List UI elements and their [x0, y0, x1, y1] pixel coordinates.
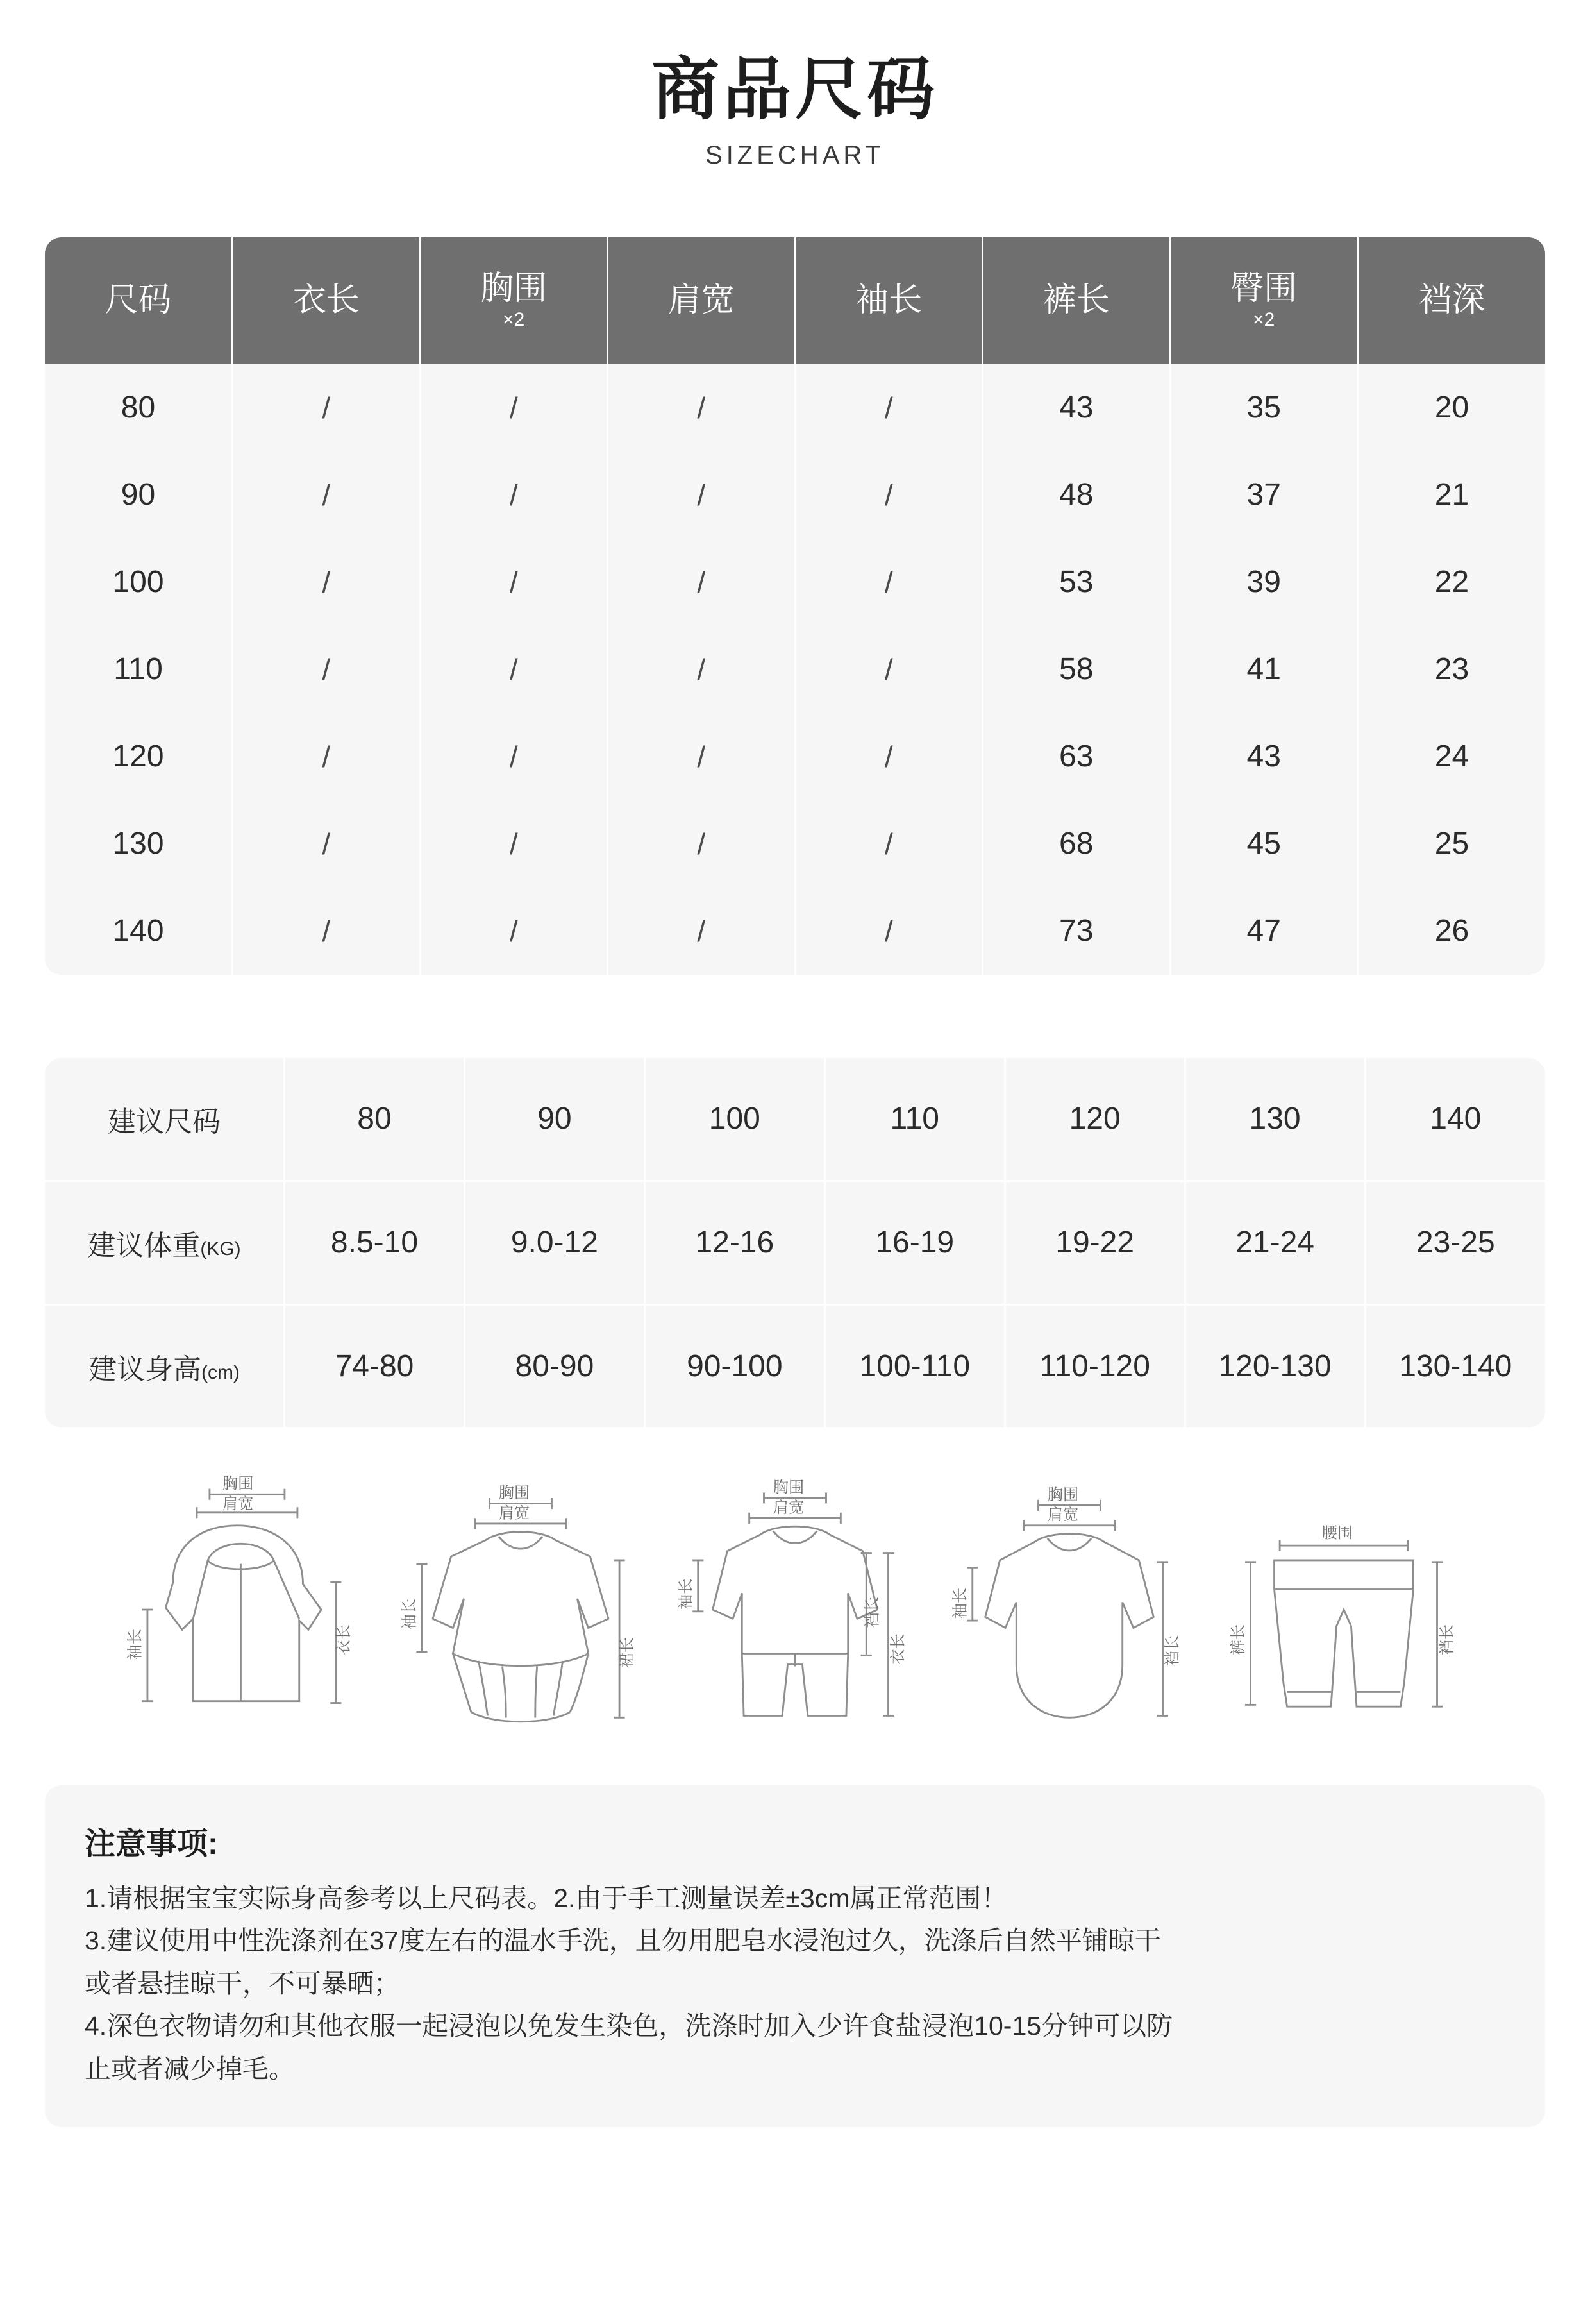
illustration-pants [1207, 1472, 1481, 1747]
cell-size: 100 [45, 539, 233, 626]
cell-hip: 39 [1170, 539, 1358, 626]
illustration-dress [383, 1472, 658, 1747]
note-line: 或者悬挂晾干，不可暴晒； [85, 1968, 400, 1998]
cell-bust: / [420, 626, 608, 713]
cell-recommended-height: 130-140 [1365, 1304, 1545, 1427]
recommendation-table-container [45, 1058, 1545, 1427]
cell-pants-length: 53 [983, 539, 1171, 626]
cell-hip: 47 [1170, 888, 1358, 975]
cell-bust: / [420, 800, 608, 888]
cell-shoulder: / [608, 800, 796, 888]
note-line: 4.深色衣物请勿和其他衣服一起浸泡以免发生染色，洗涤时加入少许食盐浸泡10-15分钟可以防 [85, 2011, 1173, 2041]
column-header-hip [1170, 237, 1358, 364]
cell-sleeve: / [795, 451, 983, 539]
illustration-label-bust: 胸围 [1047, 1486, 1079, 1504]
cell-recommended-height: 80-90 [464, 1304, 644, 1427]
size-table-head [45, 237, 1545, 364]
cell-sleeve: / [795, 539, 983, 626]
cell-length: / [233, 800, 421, 888]
cell-crotch-depth: 22 [1358, 539, 1546, 626]
cell-length: / [233, 713, 421, 800]
cell-bust: / [420, 888, 608, 975]
illustration-label-sleeve: 袖长 [677, 1578, 695, 1610]
cell-size: 90 [45, 451, 233, 539]
cell-length: / [233, 888, 421, 975]
illustration-label-sleeve: 袖长 [951, 1587, 969, 1619]
cell-recommended-size: 110 [824, 1058, 1005, 1181]
cell-length: / [233, 364, 421, 451]
cell-recommended-size: 120 [1005, 1058, 1185, 1181]
cell-crotch-depth: 24 [1358, 713, 1546, 800]
column-header-label: 裆深 [1418, 282, 1485, 319]
column-header-label: 臀围 [1230, 270, 1298, 308]
illustration-label-bust: 胸围 [498, 1484, 530, 1502]
row-header-unit: (cm) [201, 1361, 240, 1383]
cell-sleeve: / [795, 364, 983, 451]
note-line: 1.请根据宝宝实际身高参考以上尺码表。2.由于手工测量误差±3cm属正常范围！ [85, 1883, 1008, 1913]
row-header-unit: (KG) [200, 1238, 241, 1259]
row-header-recommended-size [45, 1058, 285, 1181]
cell-shoulder: / [608, 888, 796, 975]
cell-recommended-weight: 12-16 [644, 1181, 824, 1304]
cell-length: / [233, 451, 421, 539]
cell-recommended-height: 90-100 [644, 1304, 824, 1427]
column-header-label: 胸围 [480, 270, 548, 308]
illustration-label-shoulder: 肩宽 [773, 1499, 805, 1517]
illustration-label-skirt-length: 裙长 [619, 1637, 637, 1669]
cell-sleeve: / [795, 713, 983, 800]
recommendation-table-body [45, 1058, 1545, 1427]
illustration-label-sleeve: 袖长 [126, 1628, 144, 1660]
cell-hip: 43 [1170, 713, 1358, 800]
cell-bust: / [420, 539, 608, 626]
illustration-label-bust: 胸围 [222, 1475, 254, 1493]
cell-recommended-size: 140 [1365, 1058, 1545, 1181]
size-table-body [45, 364, 1545, 975]
column-header-sleeve [795, 237, 983, 364]
cell-recommended-weight: 8.5-10 [285, 1181, 465, 1304]
cell-sleeve: / [795, 888, 983, 975]
cell-pants-length: 73 [983, 888, 1171, 975]
column-header-sup: ×2 [503, 308, 525, 330]
illustration-label-crotch-length: 裆长 [864, 1596, 882, 1628]
cell-hip: 37 [1170, 451, 1358, 539]
illustration-romper [658, 1472, 932, 1747]
cell-crotch-depth: 26 [1358, 888, 1546, 975]
cell-crotch-depth: 21 [1358, 451, 1546, 539]
column-header-label: 裤长 [1042, 282, 1110, 319]
row-header-label: 建议体重 [87, 1229, 201, 1261]
table-row [45, 713, 1545, 800]
cell-recommended-height: 120-130 [1185, 1304, 1365, 1427]
table-row [45, 451, 1545, 539]
cell-pants-length: 43 [983, 364, 1171, 451]
cell-crotch-depth: 23 [1358, 626, 1546, 713]
column-header-label: 衣长 [292, 282, 360, 319]
illustration-bodysuit [932, 1472, 1207, 1747]
cell-recommended-size: 130 [1185, 1058, 1365, 1181]
column-header-size [45, 237, 233, 364]
notes-title: 注意事项: [85, 1826, 218, 1861]
column-header-shoulder [608, 237, 796, 364]
cell-pants-length: 48 [983, 451, 1171, 539]
cell-recommended-height: 74-80 [285, 1304, 465, 1427]
column-header-crotch-depth [1358, 237, 1546, 364]
cell-bust: / [420, 451, 608, 539]
cell-recommended-weight: 9.0-12 [464, 1181, 644, 1304]
cell-shoulder: / [608, 539, 796, 626]
notes-panel [45, 1785, 1545, 2127]
cell-recommended-weight: 19-22 [1005, 1181, 1185, 1304]
row-header-recommended-height [45, 1304, 285, 1427]
cell-shoulder: / [608, 364, 796, 451]
cell-sleeve: / [795, 800, 983, 888]
cell-crotch-depth: 20 [1358, 364, 1546, 451]
table-row [45, 364, 1545, 451]
illustration-label-waist: 腰围 [1321, 1524, 1353, 1542]
cell-size: 80 [45, 364, 233, 451]
column-header-label: 肩宽 [667, 282, 735, 319]
cell-shoulder: / [608, 713, 796, 800]
cell-recommended-height: 100-110 [824, 1304, 1005, 1427]
cell-recommended-size: 100 [644, 1058, 824, 1181]
size-table-container [45, 237, 1545, 975]
cell-length: / [233, 539, 421, 626]
cell-hip: 35 [1170, 364, 1358, 451]
cell-pants-length: 68 [983, 800, 1171, 888]
table-row [45, 800, 1545, 888]
table-row [45, 626, 1545, 713]
illustration-hoodie-jacket [109, 1472, 383, 1747]
cell-crotch-depth: 25 [1358, 800, 1546, 888]
note-line: 3.建议使用中性洗涤剂在37度左右的温水手洗，且勿用肥皂水浸泡过久，洗涤后自然平铺晾干 [85, 1926, 1161, 1956]
cell-hip: 45 [1170, 800, 1358, 888]
table-row [45, 539, 1545, 626]
illustration-label-shoulder: 肩宽 [1047, 1506, 1079, 1524]
row-header-recommended-weight [45, 1181, 285, 1304]
cell-size: 130 [45, 800, 233, 888]
page-header [45, 0, 1545, 170]
illustration-label-sleeve: 袖长 [401, 1598, 419, 1630]
row-header-label: 建议尺码 [108, 1106, 221, 1138]
illustration-label-length: 衣长 [335, 1624, 353, 1656]
cell-bust: / [420, 364, 608, 451]
cell-sleeve: / [795, 626, 983, 713]
cell-size: 110 [45, 626, 233, 713]
column-header-label: 尺码 [105, 282, 172, 319]
cell-size: 120 [45, 713, 233, 800]
table-row [45, 888, 1545, 975]
cell-recommended-weight: 16-19 [824, 1181, 1005, 1304]
cell-length: / [233, 626, 421, 713]
cell-hip: 41 [1170, 626, 1358, 713]
cell-shoulder: / [608, 626, 796, 713]
cell-pants-length: 58 [983, 626, 1171, 713]
illustration-label-bust: 胸围 [773, 1479, 805, 1497]
cell-recommended-weight: 23-25 [1365, 1181, 1545, 1304]
cell-recommended-weight: 21-24 [1185, 1181, 1365, 1304]
illustration-label-shoulder: 肩宽 [498, 1504, 530, 1522]
table-row-recommended-weight [45, 1181, 1545, 1304]
page-title: 商品尺码 [651, 52, 939, 128]
page-subtitle: SIZECHART [705, 140, 885, 169]
table-header-row [45, 237, 1545, 364]
illustration-label-shoulder: 肩宽 [222, 1495, 254, 1513]
measurement-illustrations [45, 1472, 1545, 1747]
illustration-label-length: 衣长 [889, 1633, 907, 1665]
size-table [45, 237, 1545, 975]
note-line: 止或者减少掉毛。 [85, 2053, 295, 2084]
cell-shoulder: / [608, 451, 796, 539]
illustration-label-crotch-length: 裆长 [1164, 1635, 1182, 1667]
table-row-recommended-size [45, 1058, 1545, 1181]
table-row-recommended-height [45, 1304, 1545, 1427]
illustration-label-pants-length: 裤长 [1230, 1624, 1248, 1656]
cell-bust: / [420, 713, 608, 800]
cell-recommended-size: 90 [464, 1058, 644, 1181]
row-header-label: 建议身高 [88, 1353, 201, 1385]
column-header-sup: ×2 [1253, 308, 1275, 330]
column-header-bust [420, 237, 608, 364]
cell-recommended-height: 110-120 [1005, 1304, 1185, 1427]
cell-size: 140 [45, 888, 233, 975]
recommendation-table [45, 1058, 1545, 1427]
column-header-pants-length [983, 237, 1171, 364]
column-header-length [233, 237, 421, 364]
cell-recommended-size: 80 [285, 1058, 465, 1181]
illustration-label-crotch-length: 裆长 [1438, 1624, 1456, 1656]
cell-pants-length: 63 [983, 713, 1171, 800]
column-header-label: 袖长 [855, 282, 923, 319]
